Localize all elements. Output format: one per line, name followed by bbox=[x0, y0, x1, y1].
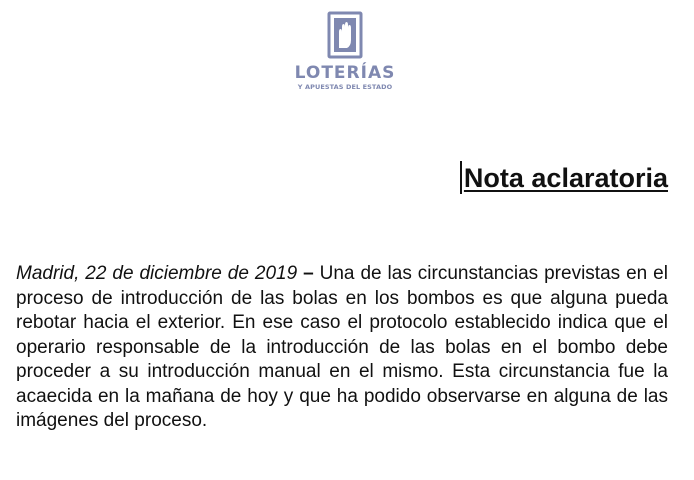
place-date: Madrid, 22 de diciembre de 2019 bbox=[16, 263, 298, 284]
loterias-logo bbox=[280, 10, 410, 100]
body-paragraph: Una de las circunstancias previstas en el proceso de introducción de las bolas en los bombos es que alguna pueda rebotar hacia el exterior. En ese caso el protocolo establecido indica que el operario responsable de la introducción de las bolas en el bombo debe proceder a su introducción manual en el mismo. Esta circunstancia fue la acaecida en la mañana de hoy y que ha podido observarse en alguna de las imágenes del proceso. bbox=[16, 263, 668, 431]
document-title-wrap bbox=[464, 160, 668, 196]
document-body bbox=[16, 262, 668, 434]
hand-emblem-icon bbox=[326, 10, 364, 60]
logo-subtitle: Y APUESTAS DEL ESTADO bbox=[297, 83, 393, 91]
dash: – bbox=[303, 263, 314, 284]
logo-name: LOTERÍAS bbox=[294, 63, 396, 83]
text-cursor bbox=[460, 161, 462, 194]
document-title: Nota aclaratoria bbox=[463, 163, 668, 193]
